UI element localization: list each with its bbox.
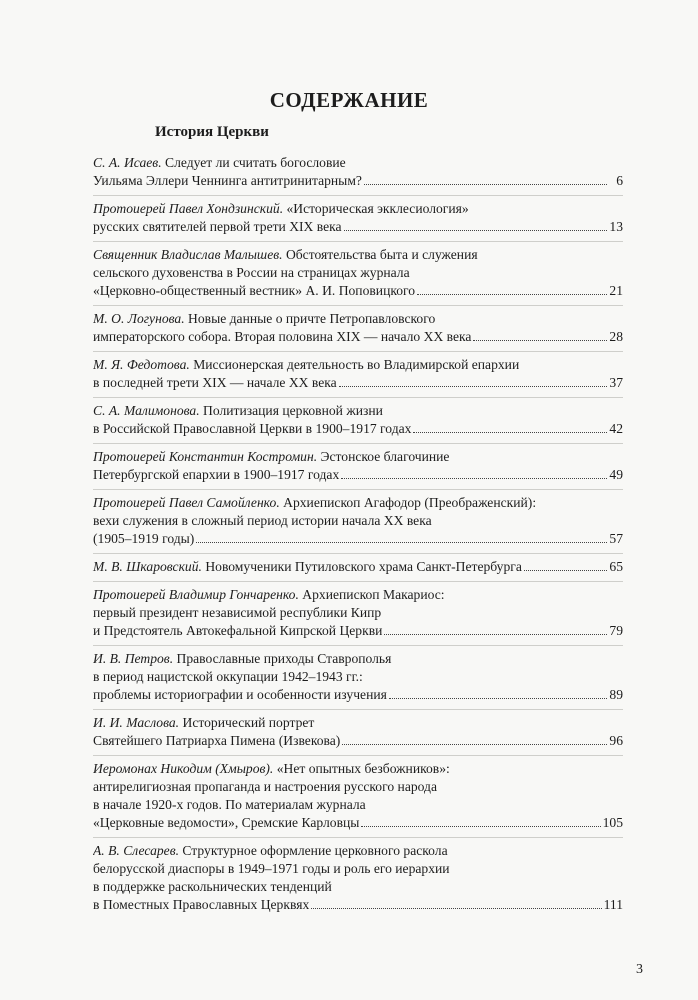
entry-title-text: Эстонское благочиние [320,449,450,464]
entry-title-line [93,200,623,218]
entry-page-number: 42 [609,421,623,436]
entry-title-text [93,282,415,300]
entry-title-line [93,842,623,860]
entry-title-end: Уильяма Эллери Ченнинга антитринитарным? [93,173,362,188]
leader-dots [342,732,607,745]
entry-last-line [93,420,623,438]
entry-page-number: 79 [609,623,623,638]
entry-title-line [93,264,623,282]
entry-last-line [93,172,623,190]
entry-page-number: 28 [609,329,623,344]
section-heading: История Церкви [155,124,269,140]
entry-last-line [93,896,623,914]
entry-title-text [93,328,471,346]
entry-title-end: проблемы историографии и особенности изучения [93,687,387,702]
entry-title-end: «Церковно-общественный вестник» А. И. Поповицкого [93,283,416,298]
entry-author: С. А. Исаев. [93,155,162,170]
entry-title-line [93,860,623,878]
leader-dots [341,466,607,479]
entry-page-number: 6 [616,173,623,188]
entry-title-text: Миссионерская деятельность во Владимирской епархии [193,357,520,372]
entry-author: Протоиерей Владимир Гончаренко. [93,587,299,602]
entry-title-line [93,878,623,896]
entry-author: Священник Владислав Малышев. [93,247,283,262]
entry-author: А. В. Слесарев. [93,843,179,858]
entry-page-number: 57 [609,531,623,546]
entry-author: Протоиерей Константин Костромин. [93,449,318,464]
entry-title-text: белорусской диаспоры в 1949–1971 годы и роль его иерархии [93,861,450,876]
leader-dots [524,558,607,571]
entry-title-line [93,448,623,466]
entry-page-number: 13 [609,219,623,234]
entry-page-number: 37 [609,375,623,390]
entry-author: М. В. Шкаровский. [93,559,202,574]
entry-title-text: в начале 1920-х годов. По материалам журнала [93,797,366,812]
entry-author: И. И. Маслова. [93,715,180,730]
entry-last-line [93,814,623,832]
toc-entry [93,756,623,838]
toc-entry [93,554,623,582]
leader-dots [417,282,607,295]
entry-title-text [93,530,194,548]
entry-page-number: 105 [602,815,623,830]
entry-title-text: «Нет опытных безбожников»: [276,761,450,776]
entry-last-line [93,374,623,392]
entry-title-text [93,686,387,704]
entry-last-line [93,558,623,576]
entry-title-end: Петербургской епархии в 1900–1917 годах [93,467,340,482]
entry-title-text: «Историческая экклесиология» [286,201,469,216]
entry-title-text [93,896,309,914]
entry-last-line [93,282,623,300]
toc-entry [93,352,623,398]
entry-author: Иеромонах Никодим (Хмыров). [93,761,274,776]
entry-last-line [93,732,623,750]
entry-title-text: Архиепископ Макариос: [302,587,445,602]
entry-title-text [93,172,362,190]
entry-author: И. В. Петров. [93,651,174,666]
leader-dots [196,530,607,543]
entry-title-end: русских святителей первой трети XIX века [93,219,342,234]
toc-entry [93,710,623,756]
entry-title-text [93,466,339,484]
leader-dots [389,686,607,699]
entry-title-line [93,356,623,374]
toc-list [93,150,623,919]
entry-title-end: Новомученики Путиловского храма Санкт-Петербурга [205,559,522,574]
entry-title-line [93,512,623,530]
toc-entry [93,490,623,554]
entry-title-text: сельского духовенства в России на страницах журнала [93,265,410,280]
entry-page-number: 96 [609,733,623,748]
entry-title-line [93,778,623,796]
entry-title-end: (1905–1919 годы) [93,531,195,546]
entry-page-number: 49 [609,467,623,482]
entry-title-text: Политизация церковной жизни [203,403,383,418]
entry-last-line [93,530,623,548]
leader-dots [413,420,607,433]
entry-title-text: первый президент независимой республики Кипр [93,605,382,620]
toc-entry [93,646,623,710]
entry-title-line [93,154,623,172]
entry-title-text: Обстоятельства быта и служения [285,247,478,262]
page-number: 3 [636,962,643,977]
entry-page-number: 65 [609,559,623,574]
entry-title-line [93,668,623,686]
toc-entry [93,306,623,352]
entry-title-end: императорского собора. Вторая половина XIX — начало XX века [93,329,472,344]
entry-title-text: Следует ли считать богословие [165,155,346,170]
leader-dots [473,328,607,341]
leader-dots [384,622,607,635]
entry-title-text [93,558,522,576]
leader-dots [339,374,607,387]
entry-last-line [93,328,623,346]
entry-last-line [93,622,623,640]
entry-title-text: Исторический портрет [182,715,315,730]
entry-last-line [93,466,623,484]
entry-title-line [93,246,623,264]
entry-title-text: вехи служения в сложный период истории начала XX века [93,513,432,528]
entry-title-end: «Церковные ведомости», Сремские Карловцы [93,815,360,830]
entry-title-line [93,650,623,668]
entry-title-text: в период нацистской оккупации 1942–1943 гг.: [93,669,363,684]
leader-dots [311,896,601,909]
toc-entry [93,150,623,196]
entry-title-text: антирелигиозная пропаганда и настроения русского народа [93,779,437,794]
entry-page-number: 21 [609,283,623,298]
entry-title-text [93,420,411,438]
entry-title-text: Православные приходы Ставрополья [176,651,392,666]
leader-dots [364,172,607,185]
entry-title-text [93,218,342,236]
entry-title-line [93,310,623,328]
entry-title-line [93,714,623,732]
toc-entry [93,582,623,646]
entry-title-line [93,760,623,778]
entry-title-text: в поддержке раскольнических тенденций [93,879,332,894]
entry-title-text: Структурное оформление церковного раскола [182,843,448,858]
toc-entry [93,196,623,242]
toc-entry [93,838,623,919]
leader-dots [344,218,607,231]
entry-title-text [93,732,340,750]
entry-title-end: в Поместных Православных Церквях [93,897,310,912]
entry-page-number: 111 [603,897,623,912]
page-title: СОДЕРЖАНИЕ [269,88,429,112]
entry-title-text [93,374,337,392]
entry-author: М. Я. Федотова. [93,357,190,372]
toc-entry [93,242,623,306]
entry-title-text: Архиепископ Агафодор (Преображенский): [283,495,537,510]
entry-title-end: и Предстоятель Автокефальной Кипрской Церкви [93,623,383,638]
entry-author: Протоиерей Павел Самойленко. [93,495,280,510]
entry-page-number: 89 [609,687,623,702]
leader-dots [361,814,600,827]
entry-last-line [93,218,623,236]
entry-title-line [93,604,623,622]
entry-title-end: Святейшего Патриарха Пимена (Извекова) [93,733,341,748]
entry-title-line [93,796,623,814]
entry-title-line [93,402,623,420]
entry-title-text [93,622,382,640]
entry-title-end: в последней трети XIX — начале XX века [93,375,337,390]
entry-title-text: Новые данные о причте Петропавловского [188,311,436,326]
entry-title-text [93,814,359,832]
entry-title-line [93,494,623,512]
entry-title-line [93,586,623,604]
toc-entry [93,444,623,490]
entry-author: М. О. Логунова. [93,311,185,326]
entry-title-end: в Российской Православной Церкви в 1900–1917 годах [93,421,412,436]
toc-entry [93,398,623,444]
entry-author: С. А. Малимонова. [93,403,200,418]
entry-last-line [93,686,623,704]
entry-author: Протоиерей Павел Хондзинский. [93,201,284,216]
